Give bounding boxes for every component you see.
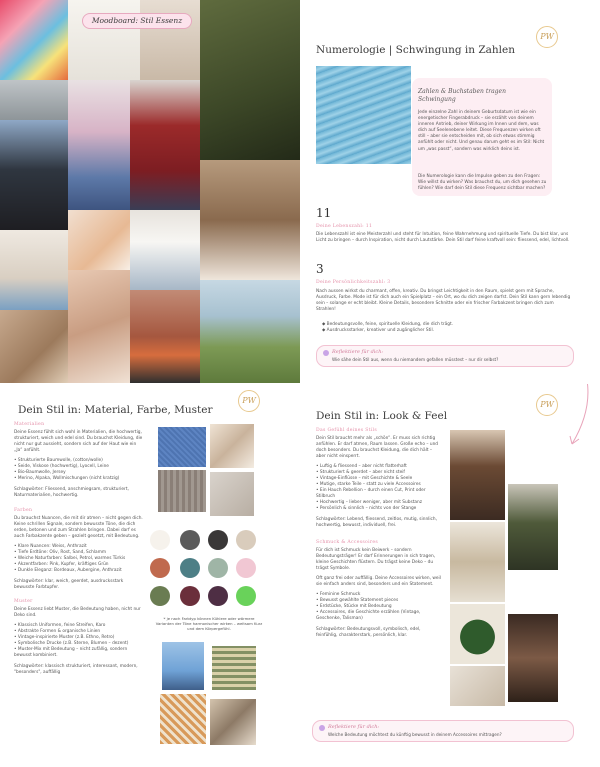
- life-number-text: Die Lebenszahl ist eine Meisterzahl und steht für Intuition, feine Wahrnehmung und spirituelle Tiefe. Du bist klar, uns Licht zu bringen – durch Inspiration, nicht durch Lautstärke. Dein Stil darf feine kraftvoll sein: fliessend, edel, lichtvoll.: [316, 232, 570, 244]
- look-photo-earring: [508, 614, 558, 702]
- jewelry-bullet: • Erdstücke, Stücke mit Bedeutung: [316, 604, 392, 610]
- reflect-icon: [319, 725, 325, 731]
- patterns-bullet: • Klassisch Uniformen, feine Streifen, Karo: [14, 623, 106, 629]
- patterns-bullet: • Abstrakte Formen & organische Linien: [14, 629, 101, 635]
- numerology-heading: Numerologie | Schwingung in Zahlen: [316, 44, 516, 56]
- feeling-bullet: • Luftig & fliessend – aber nicht flatterhaft: [316, 464, 407, 470]
- fabric-photo-blue-linen: [158, 427, 206, 467]
- look-photo-beige-trousers: [450, 522, 505, 602]
- moodboard-photo-field: [200, 280, 300, 383]
- fabric-photo-knit: [158, 470, 206, 512]
- jewelry-text-2: Oft ganz frei oder auffällig. Deine Accessoires wirken, weil sie einfach anders sind, besonders und ein Statement.: [316, 575, 441, 588]
- feeling-bullet: • Persönlich & sinnlich – nichts von der Stange: [316, 506, 417, 512]
- color-swatch: [208, 586, 228, 606]
- patterns-bullet: • Symbolische Drucke (z.B. Sterne, Blumen – dezent): [14, 641, 129, 647]
- reflect-question: Wie sähe dein Stil aus, wenn du niemandem gefallen müsstest – nur dir selbst?: [332, 357, 499, 362]
- colors-keywords: Schlagwörter: klar, weich, geerdet, ausdrucksstark bewusste Farbtupfer.: [14, 578, 124, 591]
- numerology-info-box: [412, 78, 552, 196]
- color-swatch: [236, 530, 256, 550]
- life-number: 11: [316, 206, 332, 220]
- feeling-label: Das Gefühl deines Stils: [316, 428, 377, 433]
- arrow-icon: [562, 384, 598, 454]
- moodboard-photo-denim-cap: [0, 120, 68, 230]
- pattern-photo-plaid: [212, 646, 256, 690]
- color-swatch: [180, 558, 200, 578]
- swatch-note: * je nach Farbtyp können Kühlere oder wärmere Varianten der Töne harmonischer wirken – weitsam Kurz und dem Körpergefühl.: [155, 616, 263, 631]
- look-heading: Dein Stil in: Look & Feel: [316, 410, 448, 422]
- color-swatch: [180, 530, 200, 550]
- colors-text: Du brauchst Nuancen, die mit dir atmen – nicht gegen dich. Keine schrillen Signale, sondern bewusste Töne, die dich erden, betonen und zum Strahlen bringen. Dabei darf es auch Farbakzente geben – gezielt gesetzt, mit Bedeutung.: [14, 515, 143, 539]
- colors-bullet: • Tiefe Erdtöne: Oliv, Rost, Sand, Schlamm: [14, 549, 107, 555]
- color-swatch: [150, 558, 170, 578]
- moodboard-photo-braid: [200, 160, 300, 280]
- material-panel: [0, 384, 300, 767]
- personality-bullet: ◆ Bedeutungsvolle, feine, spirituelle Kleidung, die dich trägt.: [322, 322, 454, 327]
- patterns-bullet: • Vintage-inspirierte Muster (z.B. Ethno, Retro): [14, 635, 115, 641]
- personality-number-label: Deine Persönlichkeitszahl: 3: [316, 280, 391, 285]
- colors-bullet: • Akzentfarben: Pink, Kupfer, kräftiges Grün: [14, 561, 109, 567]
- fabric-photo-silk: [210, 424, 254, 468]
- numerology-box-text-2: Die Numerologie kann die Impulse geben zu den Fragen: Wie willst du wirken? Was brauchst du, um dich gesehen zu fühlen? Wie darf dein Stil diese Frequenz sichtbar machen?: [418, 174, 547, 192]
- feeling-bullet: • Strukturiert & geerdet – aber nicht steif: [316, 470, 405, 476]
- materials-section: [14, 422, 144, 677]
- jewelry-text: Für dich ist Schmuck kein Beiwerk – sondern Bedeutungsträger! Er darf Erinnerungen in sich tragen, kleine Geschichten flüstern. Du trägst keine Deko – du trägst Symbole.: [316, 547, 436, 571]
- color-swatch: [236, 586, 256, 606]
- moodboard-photo-perfume: [68, 210, 130, 270]
- color-swatch: [236, 558, 256, 578]
- moodboard-photo-scarf: [140, 0, 200, 80]
- patterns-bullet: • Muster-Mix mit Bedeutung – nicht zufällig, sondern bewusst kombiniert.: [14, 647, 128, 659]
- pw-logo: PW: [536, 26, 558, 48]
- feeling-keywords: Schlagwörter: Lebend, fliessend, zeitlos, mutig, sinnlich, hochwertig, bewusst, individuell, frei.: [316, 517, 438, 529]
- moodboard-photo-hand: [68, 270, 130, 383]
- color-swatch: [208, 530, 228, 550]
- moodboard-photo-pink-sweater: [68, 80, 130, 210]
- reflect-question: Welche Bedeutung möchtest du künftig bewusst in deinem Accessoires mittragen?: [328, 732, 502, 737]
- numerology-box-text: Jede einzelne Zahl in deinem Geburtsdatum ist wie ein energetischer Fingerabdruck – sie erzählt von deinem inneren Antrieb, deiner Wirkung im Innen und dem, was dich auf Seelenebene leitet. Diese Frequenzen wirken oft still – aber sie entscheiden mit, ob sich etwas stimmig anfühlt oder nicht. Und genau darum geht es im Stil: Nicht um „was passt“, sondern was wirklich deins ist.: [418, 110, 545, 152]
- reflect-title: Reflektiere für dich:: [328, 724, 380, 730]
- moodboard-photo-painting: [0, 0, 68, 80]
- look-photo-jewelry: [450, 666, 505, 706]
- reflect-icon: [323, 350, 329, 356]
- feeling-bullet: • Vintage-Einflüsse – mit Geschichte & Seele: [316, 476, 413, 482]
- jewelry-bullet: • Bewusst gewählte Statement pieces: [316, 598, 399, 604]
- material-heading: Dein Stil in: Material, Farbe, Muster: [18, 404, 213, 416]
- feeling-text: Dein Stil braucht mehr als „schön“. Er muss sich richtig anfühlen. Er darf atmen, Raum lassen. Große echo – und doch besonders. Du brauchst Kleidung, die dich hält – aber nicht einsperrt.: [316, 436, 439, 460]
- moodboard-photo-street: [0, 80, 68, 120]
- materials-bullet: • Merino, Alpaka, Wollmischungen (nicht kratzig): [14, 476, 120, 482]
- colors-bullet: • Weiche Naturfarben: Salbei, Petrol, warmes Türkis: [14, 555, 126, 561]
- materials-keywords: Schlagwörter: Fliessend, anschmiegsam, strukturiert, Naturmaterialien, hochwertig.: [14, 487, 129, 499]
- colors-bullet: • Klare Nuancen: Weiss, Anthrazit: [14, 543, 87, 549]
- pw-logo: PW: [238, 390, 260, 412]
- moodboard-photo-red-scarf-portrait: [130, 290, 200, 383]
- numerology-box-title: Zahlen & Buchstaben tragen Schwingung: [418, 88, 506, 103]
- pattern-photo-ethno: [160, 694, 206, 744]
- moodboard-photo-green-dress: [200, 0, 300, 160]
- materials-text: Deine Essenz fühlt sich wohl in Materialien, die hochwertig, strukturiert, weich und edel sind. Du brauchst Kleidung, die nicht nur gut aussieht, sondern sich auf der Haut wie ein „Ja“ anfühlt.: [14, 430, 143, 454]
- pw-logo: PW: [536, 394, 558, 416]
- pattern-photo-woman-sky: [162, 642, 204, 690]
- patterns-label: Muster: [14, 599, 33, 605]
- moodboard-photo-white-shirt: [68, 0, 140, 80]
- moodboard-photo-white-dress: [130, 210, 200, 290]
- patterns-text: Deine Essenz liebt Muster, die Bedeutung haben, nicht nur Deko sind.: [14, 607, 141, 619]
- pattern-photo-mix: [210, 699, 256, 745]
- color-swatch: [208, 558, 228, 578]
- moodboard-panel: [0, 0, 300, 383]
- jewelry-label: Schmuck & Accessoires: [316, 539, 379, 545]
- life-number-label: Deine Lebenszahl: 11: [316, 224, 373, 229]
- look-photo-green-bag: [450, 604, 505, 664]
- materials-bullet: • Bio-Baumwolle, Jersey: [14, 470, 66, 476]
- personality-number: 3: [316, 262, 324, 276]
- numerology-reflect-box: [316, 345, 574, 367]
- look-reflect-box: [312, 720, 574, 742]
- feeling-section: [316, 428, 441, 639]
- materials-bullet: • Seide, Viskose (hochwertig), Lyocell, Leine: [14, 464, 109, 470]
- water-photo: [316, 66, 411, 164]
- colors-label: Farben: [14, 507, 33, 513]
- materials-bullet: • Strukturierte Baumwolle, (cotton/wolle): [14, 458, 103, 464]
- feeling-bullet: • Ein Hauch Rebellion – durch einen Cut, Print oder Stilbruch: [316, 488, 426, 500]
- patterns-keywords: Schlagwörter: klassisch strukturiert, interessant, modern, "besonders", auffällig: [14, 664, 138, 676]
- fabric-photo-wool: [210, 472, 254, 516]
- colors-bullet: • Dunkle Eleganz: Bordeaux, Aubergine, Anthrazit: [14, 567, 122, 573]
- jewelry-bullet: • Feminine Schmuck: [316, 592, 361, 598]
- moodboard-photo-red-blazer: [130, 80, 200, 210]
- personality-bullet: ◆ Ausdrucksstarker, kreativer und zugänglicher Stil.: [322, 328, 435, 333]
- jewelry-bullet: • Accessoires, die Geschichte erzählen (Vintage, Geschenke, Talisman): [316, 610, 421, 622]
- color-swatch: [150, 586, 170, 606]
- look-panel: [300, 384, 600, 767]
- color-swatch: [180, 586, 200, 606]
- personality-number-text: Nach aussen wirkst du charmant, offen, kreativ. Du bringst Leichtigkeit in den Raum, spielst gern mit Sprache, Ausdruck, Farbe. Mode ist für dich auch ein Spielplatz – ein Ort, wo du dich zeigen darfst. Dein Stil kann gern lebendig sein – solange er echt bleibt. Kleine Details, besondere Schnitte oder ein frischer Farbakzent bringen dich zum Strahlen!: [316, 289, 571, 313]
- feeling-bullet: • Mutige, starke Teile – statt zu viele Accessoires: [316, 482, 421, 488]
- feeling-bullet: • Hochwertig – lieber weniger, aber mit Substanz: [316, 500, 423, 506]
- moodboard-title: Moodboard: Stil Essenz: [82, 13, 192, 29]
- materials-label: Materialien: [14, 422, 45, 427]
- moodboard-photo-lace-top: [0, 230, 68, 310]
- jewelry-keywords: Schlagwörter: Bedeutungsvoll, symbolisch, edel, feinfühlig, charakterstark, persönlich, klar.: [316, 627, 421, 639]
- color-swatch: [150, 530, 170, 550]
- moodboard-photo-rings: [0, 310, 68, 383]
- look-photo-green-outfit: [508, 484, 558, 570]
- reflect-title: Reflektiere für dich:: [332, 349, 384, 355]
- look-photo-brown-outfit: [450, 430, 505, 520]
- numerology-panel: [300, 0, 600, 383]
